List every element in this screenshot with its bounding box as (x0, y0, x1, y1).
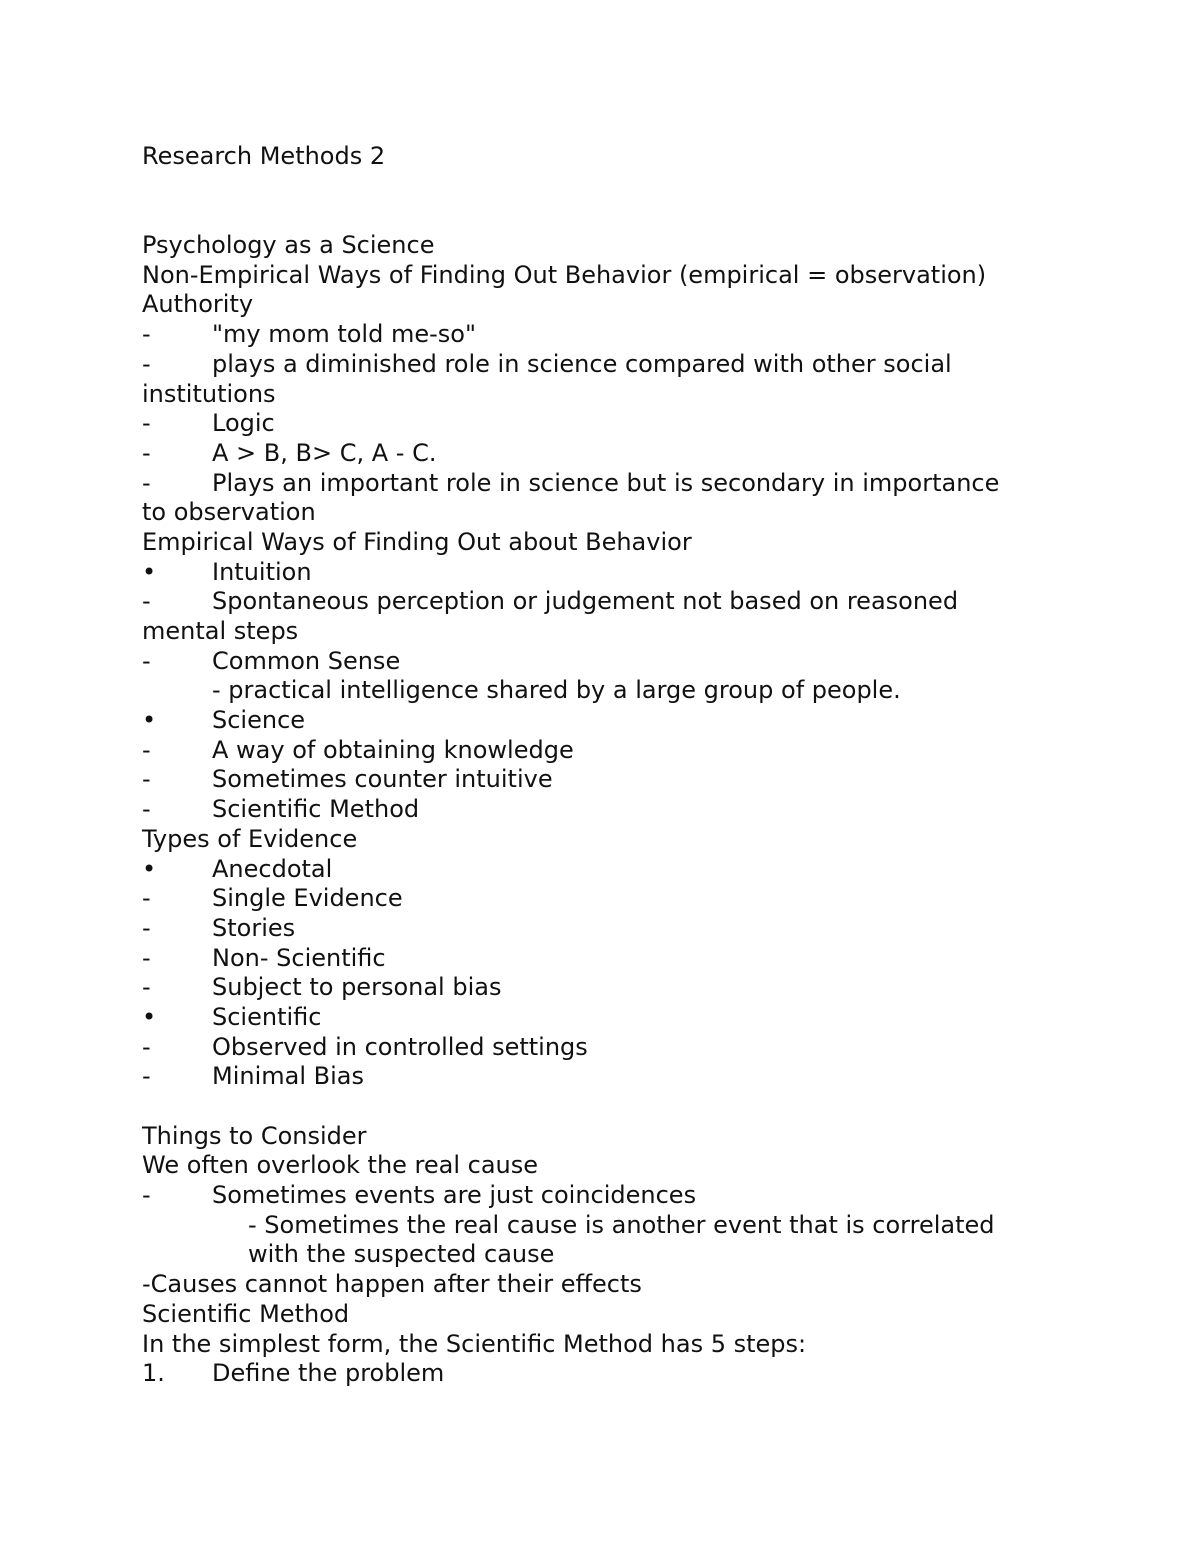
paragraph-line: In the simplest form, the Scientific Method has 5 steps: (142, 1329, 807, 1358)
dash-marker: - (142, 349, 151, 378)
list-item (142, 469, 1082, 499)
list-item (142, 320, 1082, 350)
list-item-text: Minimal Bias (212, 1062, 364, 1091)
list-item (142, 1033, 1082, 1063)
dash-marker: - (142, 468, 151, 497)
dash-marker: - (142, 943, 151, 972)
list-item-text: plays a diminished role in science compared with other social (212, 349, 952, 378)
dash-marker: - (142, 409, 151, 438)
list-item (142, 439, 1082, 469)
spacer (142, 1092, 1082, 1122)
list-item-text: Scientific (212, 1002, 322, 1031)
list-item (142, 973, 1082, 1003)
list-item (142, 1003, 1082, 1033)
list-item (142, 1062, 1082, 1092)
sub-list-item-text: - Sometimes the real cause is another event that is correlated (248, 1210, 995, 1239)
dash-marker: - (142, 795, 151, 824)
section-heading-science: Psychology as a Science (142, 231, 435, 260)
dash-marker: - (142, 884, 151, 913)
list-item (142, 855, 1082, 885)
list-item (142, 350, 1082, 380)
list-item-text: Spontaneous perception or judgement not based on reasoned (212, 587, 959, 616)
dash-marker: - (142, 587, 151, 616)
dash-marker: - (142, 735, 151, 764)
dash-marker: - (142, 438, 151, 467)
list-item-continuation: institutions (142, 379, 276, 408)
list-item (142, 409, 1082, 439)
list-item-text: Single Evidence (212, 884, 403, 913)
list-item-text: Sometimes counter intuitive (212, 765, 553, 794)
list-item-text: Observed in controlled settings (212, 1032, 588, 1061)
empirical-heading: Empirical Ways of Finding Out about Behavior (142, 527, 692, 556)
list-item-text: Stories (212, 913, 296, 942)
list-item (142, 647, 1082, 677)
list-item-continuation: mental steps (142, 617, 299, 646)
method-heading: Scientific Method (142, 1299, 350, 1328)
paragraph-line: We often overlook the real cause (142, 1151, 539, 1180)
list-item-text: Non- Scientific (212, 943, 386, 972)
list-item-text: "my mom told me-so" (212, 320, 476, 349)
list-item-text: Define the problem (212, 1359, 445, 1388)
list-item (142, 736, 1082, 766)
dash-marker: - (142, 1032, 151, 1061)
spacer (142, 172, 1082, 231)
list-item (142, 558, 1082, 588)
dash-marker: - (142, 765, 151, 794)
list-item (142, 944, 1082, 974)
document-body (142, 142, 1082, 1389)
sub-list-item-text: - practical intelligence shared by a large group of people. (212, 676, 901, 705)
list-item-text: Subject to personal bias (212, 973, 502, 1002)
sub-list-item (142, 676, 1082, 706)
number-marker: 1. (142, 1359, 165, 1388)
dash-marker: - (142, 646, 151, 675)
list-item-text: Sometimes events are just coincidences (212, 1181, 697, 1210)
list-item (142, 914, 1082, 944)
list-item (142, 765, 1082, 795)
dash-marker: - (142, 973, 151, 1002)
dash-marker: - (142, 1062, 151, 1091)
evidence-heading: Types of Evidence (142, 824, 358, 853)
authority-heading: Authority (142, 290, 254, 319)
sub-list-item-text: with the suspected cause (248, 1240, 555, 1269)
list-item-text: Scientific Method (212, 795, 420, 824)
document-title: Research Methods 2 (142, 142, 386, 170)
list-item-text: Plays an important role in science but is secondary in importance (212, 468, 1000, 497)
list-item-text: Common Sense (212, 646, 401, 675)
paragraph-line: -Causes cannot happen after their effects (142, 1270, 642, 1299)
list-item (142, 1181, 1082, 1211)
dash-marker: - (142, 1181, 151, 1210)
bullet-marker: • (142, 854, 157, 883)
list-item-text: Science (212, 706, 306, 735)
list-item-text: A way of obtaining knowledge (212, 735, 574, 764)
list-item (142, 795, 1082, 825)
list-item-continuation: to observation (142, 498, 316, 527)
sub-list-item (142, 1211, 1082, 1241)
dash-marker: - (142, 320, 151, 349)
list-item-text: Logic (212, 409, 275, 438)
list-item (142, 706, 1082, 736)
list-item (142, 587, 1082, 617)
bullet-marker: • (142, 1002, 157, 1031)
list-item-text: Intuition (212, 557, 312, 586)
non-empirical-heading: Non-Empirical Ways of Finding Out Behavior (empirical = observation) (142, 260, 987, 289)
bullet-marker: • (142, 557, 157, 586)
dash-marker: - (142, 913, 151, 942)
list-item-text: Anecdotal (212, 854, 333, 883)
list-item-text: A > B, B> C, A - C. (212, 438, 437, 467)
list-item (142, 884, 1082, 914)
numbered-list-item (142, 1359, 1082, 1389)
sub-list-item-continuation (142, 1240, 1082, 1270)
bullet-marker: • (142, 706, 157, 735)
consider-heading: Things to Consider (142, 1121, 367, 1150)
